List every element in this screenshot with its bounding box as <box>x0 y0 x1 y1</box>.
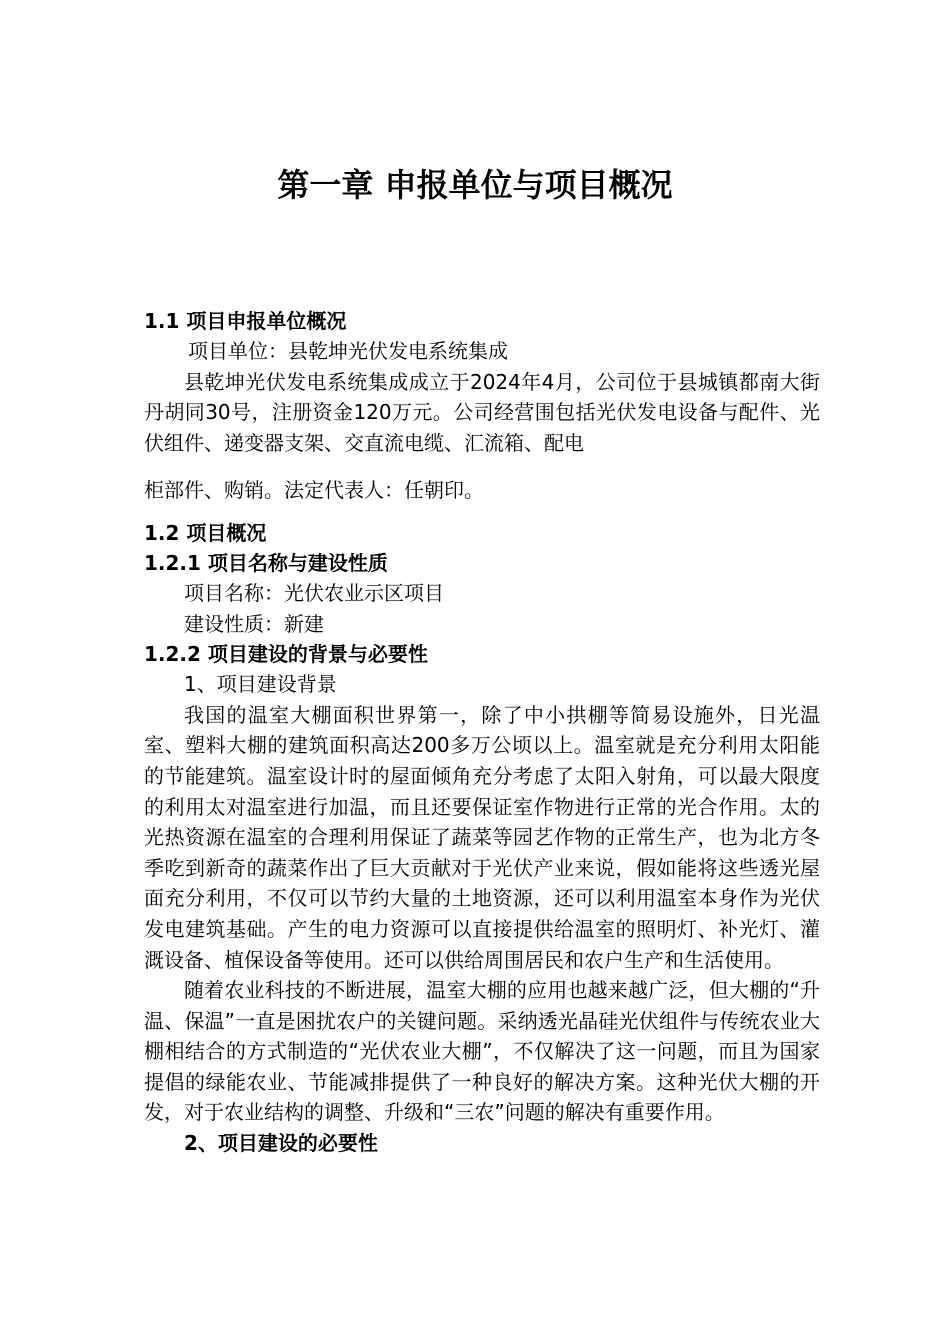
section-heading-1-1: 1.1 项目申报单位概况 <box>144 309 347 333</box>
necessity-item-title: 2、项目建设的必要性 <box>184 1131 378 1156</box>
project-name-line: 项目名称：光伏农业示区项目 <box>184 580 444 605</box>
project-nature-line: 建设性质：新建 <box>184 611 324 636</box>
background-item-title: 1、项目建设背景 <box>184 672 337 697</box>
background-paragraph-greenhouse: 我国的温室大棚面积世界第一，除了中小拱棚等简易设施外，日光温室、塑料大棚的建筑面积高达200多万公顷以上。温室就是充分利用太阳能的节能建筑。温室设计时的屋面倾角充分考虑了太阳入射角，可以最大限度的利用太对温室进行加温，而且还要保证室作物进行正常的光合作用。太的光热资源在温室的合理利用保证了蔬菜等园艺作物的正常生产，也为北方冬季吃到新奇的蔬菜作出了巨大贡献对于光伏产业来说，假如能将这些透光屋面充分利用，不仅可以节约大量的土地资源，还可以利用温室本身作为光伏发电建筑基础。产生的电力资源可以直接提供给温室的照明灯、补光灯、灌溉设备、植保设备等使用。还可以供给周围居民和农户生产和生活使用。 <box>144 702 820 972</box>
document-body <box>144 306 820 1159</box>
subsection-heading-1-2-1: 1.2.1 项目名称与建设性质 <box>144 550 388 575</box>
chapter-title: 第一章 申报单位与项目概况 <box>277 166 673 204</box>
company-intro-paragraph: 县乾坤光伏发电系统集成成立于2024年4月，公司位于县城镇都南大街丹胡同30号，注册资金120万元。公司经营围包括光伏发电设备与配件、光伏组件、递变器支架、交直流电缆、汇流箱、配电 <box>144 369 820 455</box>
background-paragraph-photovoltaic: 随着农业科技的不断进展，温室大棚的应用也越来越广泛，但大棚的“升温、保温”一直是困扰农户的关键问题。采纳透光晶硅光伏组件与传统农业大棚相结合的方式制造的“光伏农业大棚”，不仅解决了这一问题，而且为国家提倡的绿能农业、节能减排提供了一种良好的解决方案。这种光伏大棚的开发，对于农业结构的调整、升级和“三农”问题的解决有重要作用。 <box>144 978 820 1125</box>
paragraph-gap <box>144 458 820 475</box>
section-heading-1-2: 1.2 项目概况 <box>144 520 267 545</box>
company-intro-tail: 柜部件、购销。法定代表人：任朝印。 <box>144 478 484 503</box>
subsection-heading-1-2-2: 1.2.2 项目建设的背景与必要性 <box>144 642 428 667</box>
section-gap <box>144 506 820 518</box>
project-unit-line: 项目单位：县乾坤光伏发电系统集成 <box>188 339 508 363</box>
